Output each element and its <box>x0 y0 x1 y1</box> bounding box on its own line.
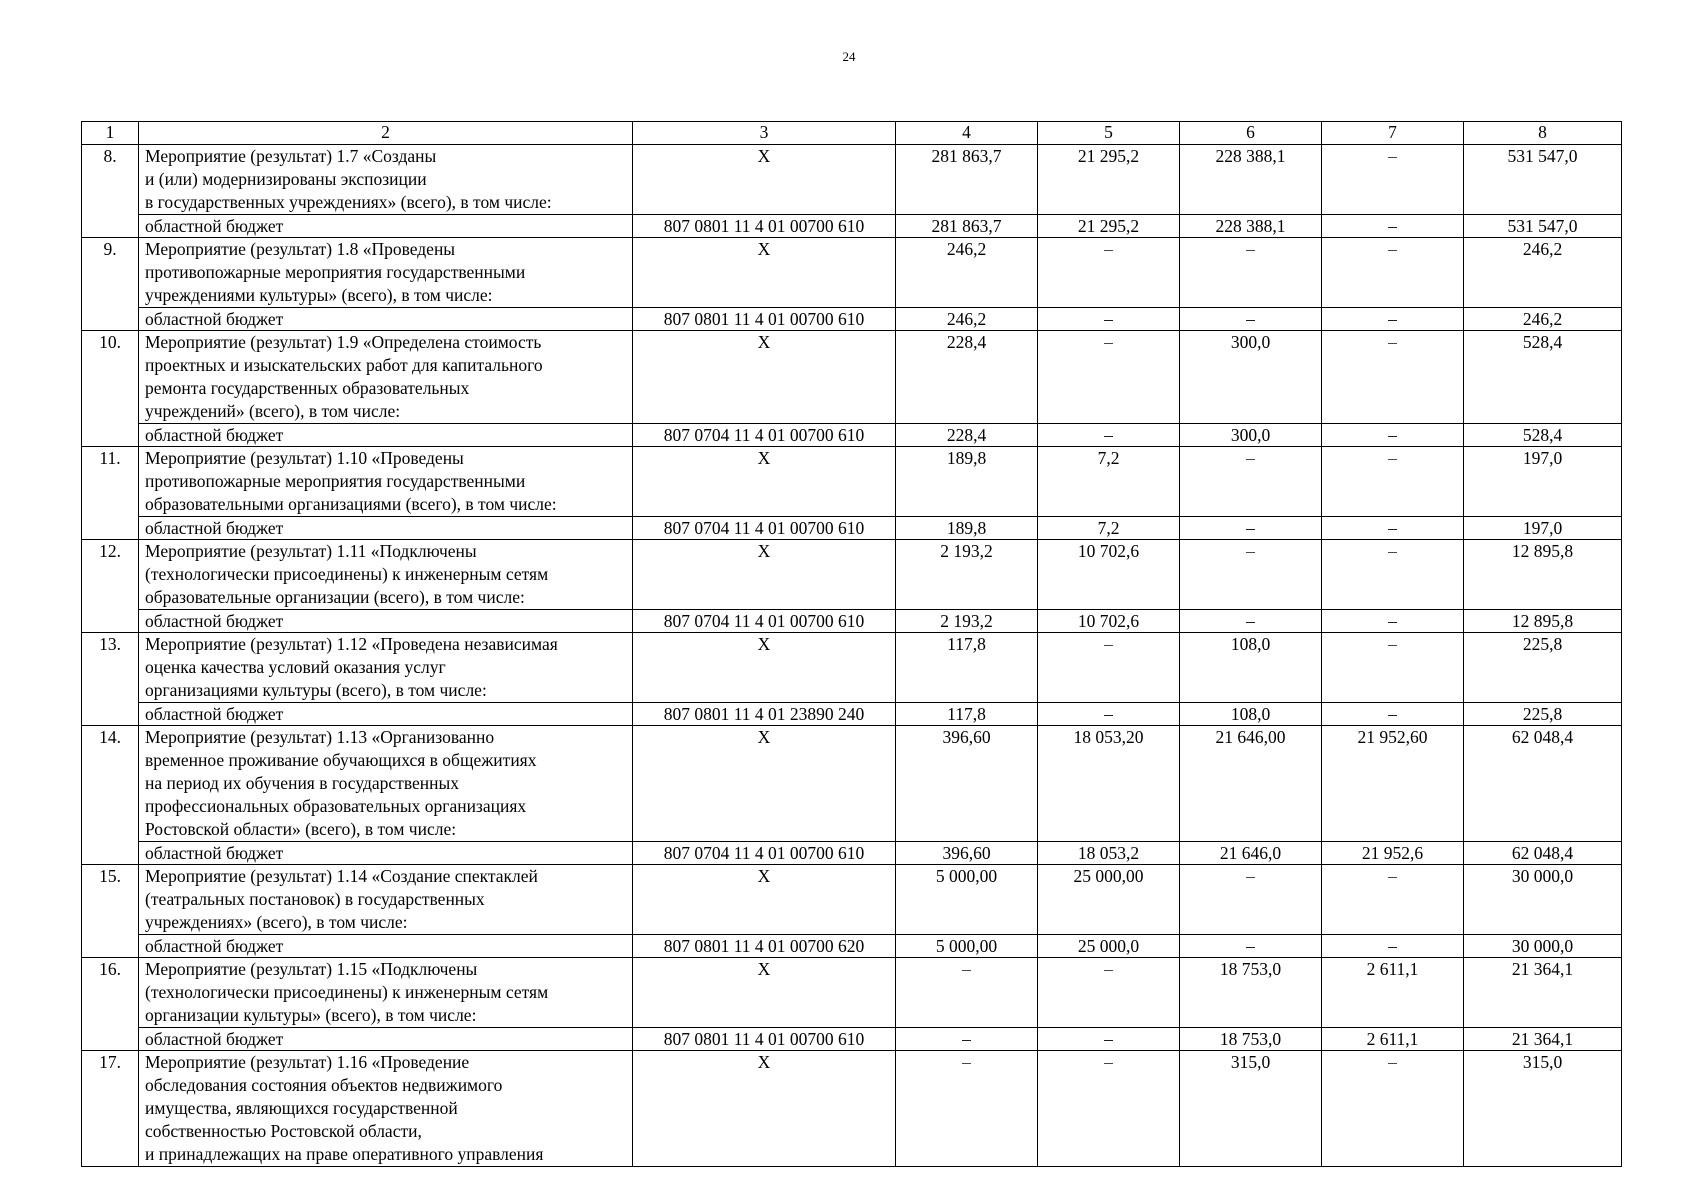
budget-code: 807 0801 11 4 01 23890 240 <box>633 703 896 726</box>
measure-name-line: Мероприятие (результат) 1.16 «Проведение <box>145 1052 470 1072</box>
measure-name-line: организациями культуры (всего), в том числе: <box>145 680 487 700</box>
amount-cell: – <box>1180 865 1322 935</box>
measure-name <box>139 145 633 215</box>
amount-cell: – <box>1038 424 1180 447</box>
measure-name-line: Мероприятие (результат) 1.13 «Организованно <box>145 727 495 747</box>
amount-cell: 18 053,20 <box>1038 726 1180 842</box>
amount-cell: – <box>1038 1051 1180 1167</box>
row-number: 15. <box>82 865 139 958</box>
row-number: 12. <box>82 540 139 633</box>
amount-cell: – <box>1180 447 1322 517</box>
column-header: 5 <box>1038 122 1180 145</box>
amount-cell: 189,8 <box>896 447 1038 517</box>
amount-cell: 228 388,1 <box>1180 145 1322 215</box>
budget-code: X <box>633 865 896 935</box>
table-row <box>82 1051 1622 1167</box>
amount-cell: – <box>1322 145 1464 215</box>
column-header: 8 <box>1464 122 1622 145</box>
amount-cell: – <box>1038 331 1180 424</box>
funding-source: областной бюджет <box>139 610 633 633</box>
amount-cell: – <box>1322 935 1464 958</box>
amount-cell: 246,2 <box>1464 308 1622 331</box>
amount-cell: 197,0 <box>1464 447 1622 517</box>
amount-cell: 21 952,60 <box>1322 726 1464 842</box>
table-row <box>82 633 1622 703</box>
budget-code: 807 0704 11 4 01 00700 610 <box>633 610 896 633</box>
budget-code: 807 0801 11 4 01 00700 610 <box>633 308 896 331</box>
measure-name-line: учреждениях» (всего), в том числе: <box>145 912 408 932</box>
amount-cell: – <box>1180 610 1322 633</box>
measure-name-line: Мероприятие (результат) 1.8 «Проведены <box>145 239 456 259</box>
budget-code: 807 0704 11 4 01 00700 610 <box>633 517 896 540</box>
table-subrow <box>82 215 1622 238</box>
budget-code: X <box>633 633 896 703</box>
funding-source: областной бюджет <box>139 517 633 540</box>
amount-cell: 281 863,7 <box>896 215 1038 238</box>
budget-code: X <box>633 238 896 308</box>
row-number: 11. <box>82 447 139 540</box>
column-header: 6 <box>1180 122 1322 145</box>
amount-cell: – <box>896 1051 1038 1167</box>
measure-name <box>139 447 633 517</box>
amount-cell: 225,8 <box>1464 633 1622 703</box>
amount-cell: 396,60 <box>896 842 1038 865</box>
amount-cell: 18 053,2 <box>1038 842 1180 865</box>
amount-cell: 281 863,7 <box>896 145 1038 215</box>
amount-cell: – <box>1322 865 1464 935</box>
amount-cell: 531 547,0 <box>1464 215 1622 238</box>
amount-cell: 117,8 <box>896 703 1038 726</box>
funding-source: областной бюджет <box>139 215 633 238</box>
amount-cell: 21 364,1 <box>1464 958 1622 1028</box>
amount-cell: 10 702,6 <box>1038 610 1180 633</box>
amount-cell: 315,0 <box>1180 1051 1322 1167</box>
measure-name-line: противопожарные мероприятия государственными <box>145 471 526 491</box>
measure-name-line: Мероприятие (результат) 1.12 «Проведена независимая <box>145 634 558 654</box>
measure-name-line: учреждениями культуры» (всего), в том числе: <box>145 285 493 305</box>
amount-cell: – <box>1038 703 1180 726</box>
amount-cell: 5 000,00 <box>896 935 1038 958</box>
measure-name-line: и принадлежащих на праве оперативного управления <box>145 1144 544 1164</box>
measure-name-line: противопожарные мероприятия государственными <box>145 262 526 282</box>
amount-cell: 108,0 <box>1180 703 1322 726</box>
amount-cell: 62 048,4 <box>1464 726 1622 842</box>
amount-cell: – <box>1038 238 1180 308</box>
measure-name <box>139 865 633 935</box>
amount-cell: – <box>1038 958 1180 1028</box>
table-row <box>82 865 1622 935</box>
measure-name-line: и (или) модернизированы экспозиции <box>145 169 427 189</box>
table-subrow <box>82 703 1622 726</box>
budget-code: X <box>633 958 896 1028</box>
table-row <box>82 726 1622 842</box>
amount-cell: – <box>1322 1051 1464 1167</box>
amount-cell: 189,8 <box>896 517 1038 540</box>
amount-cell: 117,8 <box>896 633 1038 703</box>
budget-code: X <box>633 540 896 610</box>
measure-name-line: Мероприятие (результат) 1.11 «Подключены <box>145 541 477 561</box>
amount-cell: – <box>896 958 1038 1028</box>
amount-cell: 12 895,8 <box>1464 610 1622 633</box>
amount-cell: – <box>1322 238 1464 308</box>
amount-cell: – <box>1322 331 1464 424</box>
budget-table <box>81 121 1622 1167</box>
budget-code: X <box>633 1051 896 1167</box>
amount-cell: 25 000,0 <box>1038 935 1180 958</box>
page-number: 24 <box>842 49 856 64</box>
column-header: 4 <box>896 122 1038 145</box>
amount-cell: 528,4 <box>1464 424 1622 447</box>
column-header: 7 <box>1322 122 1464 145</box>
table-body <box>82 145 1622 1167</box>
amount-cell: – <box>896 1028 1038 1051</box>
amount-cell: 246,2 <box>896 238 1038 308</box>
amount-cell: 10 702,6 <box>1038 540 1180 610</box>
table-subrow <box>82 935 1622 958</box>
amount-cell: – <box>1322 633 1464 703</box>
measure-name-line: Мероприятие (результат) 1.9 «Определена стоимость <box>145 332 542 352</box>
amount-cell: 21 364,1 <box>1464 1028 1622 1051</box>
amount-cell: 2 611,1 <box>1322 1028 1464 1051</box>
measure-name-line: в государственных учреждениях» (всего), в том числе: <box>145 192 552 212</box>
funding-source: областной бюджет <box>139 1028 633 1051</box>
row-number: 17. <box>82 1051 139 1167</box>
measure-name-line: (технологически присоединены) к инженерным сетям <box>145 564 549 584</box>
row-number: 13. <box>82 633 139 726</box>
table-row <box>82 331 1622 424</box>
amount-cell: – <box>1322 703 1464 726</box>
amount-cell: – <box>1180 238 1322 308</box>
budget-code: 807 0801 11 4 01 00700 620 <box>633 935 896 958</box>
budget-code: X <box>633 145 896 215</box>
amount-cell: 228 388,1 <box>1180 215 1322 238</box>
amount-cell: – <box>1180 517 1322 540</box>
measure-name-line: профессиональных образовательных организациях <box>145 796 527 816</box>
budget-code: X <box>633 726 896 842</box>
amount-cell: 228,4 <box>896 331 1038 424</box>
measure-name-line: Ростовской области» (всего), в том числе: <box>145 819 457 839</box>
amount-cell: 21 952,6 <box>1322 842 1464 865</box>
measure-name <box>139 1051 633 1167</box>
amount-cell: 246,2 <box>896 308 1038 331</box>
measure-name <box>139 540 633 610</box>
amount-cell: 21 295,2 <box>1038 215 1180 238</box>
amount-cell: 18 753,0 <box>1180 958 1322 1028</box>
measure-name <box>139 726 633 842</box>
amount-cell: – <box>1038 1028 1180 1051</box>
amount-cell: – <box>1322 610 1464 633</box>
column-header: 1 <box>82 122 139 145</box>
amount-cell: 315,0 <box>1464 1051 1622 1167</box>
amount-cell: 2 193,2 <box>896 610 1038 633</box>
budget-code: X <box>633 331 896 424</box>
measure-name-line: образовательными организациями (всего), в том числе: <box>145 494 557 514</box>
measure-name-line: обследования состояния объектов недвижимого <box>145 1075 503 1095</box>
amount-cell: – <box>1180 935 1322 958</box>
row-number: 8. <box>82 145 139 238</box>
amount-cell: – <box>1038 308 1180 331</box>
amount-cell: 21 295,2 <box>1038 145 1180 215</box>
amount-cell: 62 048,4 <box>1464 842 1622 865</box>
amount-cell: 528,4 <box>1464 331 1622 424</box>
measure-name <box>139 958 633 1028</box>
measure-name-line: имущества, являющихся государственной <box>145 1098 458 1118</box>
amount-cell: – <box>1322 517 1464 540</box>
funding-source: областной бюджет <box>139 842 633 865</box>
column-header: 2 <box>139 122 633 145</box>
amount-cell: – <box>1322 308 1464 331</box>
measure-name-line: организации культуры» (всего), в том числе: <box>145 1005 477 1025</box>
row-number: 9. <box>82 238 139 331</box>
amount-cell: 5 000,00 <box>896 865 1038 935</box>
amount-cell: – <box>1180 540 1322 610</box>
table-subrow <box>82 424 1622 447</box>
measure-name-line: проектных и изыскательских работ для капитального <box>145 355 543 375</box>
amount-cell: 396,60 <box>896 726 1038 842</box>
amount-cell: 300,0 <box>1180 331 1322 424</box>
amount-cell: 246,2 <box>1464 238 1622 308</box>
amount-cell: 108,0 <box>1180 633 1322 703</box>
column-header: 3 <box>633 122 896 145</box>
measure-name-line: Мероприятие (результат) 1.15 «Подключены <box>145 959 478 979</box>
budget-code: 807 0704 11 4 01 00700 610 <box>633 424 896 447</box>
amount-cell: – <box>1322 447 1464 517</box>
measure-name-line: учреждений» (всего), в том числе: <box>145 401 401 421</box>
amount-cell: 30 000,0 <box>1464 865 1622 935</box>
amount-cell: 225,8 <box>1464 703 1622 726</box>
amount-cell: – <box>1322 424 1464 447</box>
amount-cell: 7,2 <box>1038 447 1180 517</box>
amount-cell: 300,0 <box>1180 424 1322 447</box>
amount-cell: – <box>1180 308 1322 331</box>
budget-code: X <box>633 447 896 517</box>
amount-cell: 2 193,2 <box>896 540 1038 610</box>
table-row <box>82 958 1622 1028</box>
measure-name-line: ремонта государственных образовательных <box>145 378 470 398</box>
amount-cell: 531 547,0 <box>1464 145 1622 215</box>
measure-name-line: Мероприятие (результат) 1.7 «Созданы <box>145 146 437 166</box>
measure-name-line: (технологически присоединены) к инженерным сетям <box>145 982 549 1002</box>
funding-source: областной бюджет <box>139 308 633 331</box>
table-subrow <box>82 842 1622 865</box>
table-subrow <box>82 308 1622 331</box>
table-subrow <box>82 1028 1622 1051</box>
row-number: 16. <box>82 958 139 1051</box>
measure-name-line: Мероприятие (результат) 1.10 «Проведены <box>145 448 464 468</box>
measure-name-line: Мероприятие (результат) 1.14 «Создание спектаклей <box>145 866 538 886</box>
amount-cell: – <box>1322 540 1464 610</box>
row-number: 10. <box>82 331 139 447</box>
amount-cell: 21 646,0 <box>1180 842 1322 865</box>
amount-cell: – <box>1038 633 1180 703</box>
budget-code: 807 0801 11 4 01 00700 610 <box>633 215 896 238</box>
measure-name <box>139 633 633 703</box>
measure-name-line: оценка качества условий оказания услуг <box>145 657 446 677</box>
table-subrow <box>82 517 1622 540</box>
measure-name <box>139 238 633 308</box>
amount-cell: – <box>1322 215 1464 238</box>
amount-cell: 30 000,0 <box>1464 935 1622 958</box>
funding-source: областной бюджет <box>139 703 633 726</box>
funding-source: областной бюджет <box>139 935 633 958</box>
amount-cell: 2 611,1 <box>1322 958 1464 1028</box>
row-number: 14. <box>82 726 139 865</box>
funding-source: областной бюджет <box>139 424 633 447</box>
table-row <box>82 145 1622 215</box>
measure-name-line: временное проживание обучающихся в общежитиях <box>145 750 537 770</box>
measure-name-line: на период их обучения в государственных <box>145 773 459 793</box>
table-row <box>82 447 1622 517</box>
header-row <box>82 122 1622 145</box>
budget-code: 807 0704 11 4 01 00700 610 <box>633 842 896 865</box>
amount-cell: 12 895,8 <box>1464 540 1622 610</box>
amount-cell: 197,0 <box>1464 517 1622 540</box>
measure-name-line: (театральных постановок) в государственных <box>145 889 485 909</box>
table-row <box>82 540 1622 610</box>
table-subrow <box>82 610 1622 633</box>
measure-name <box>139 331 633 424</box>
amount-cell: 21 646,00 <box>1180 726 1322 842</box>
amount-cell: 18 753,0 <box>1180 1028 1322 1051</box>
amount-cell: 228,4 <box>896 424 1038 447</box>
budget-code: 807 0801 11 4 01 00700 610 <box>633 1028 896 1051</box>
amount-cell: 25 000,00 <box>1038 865 1180 935</box>
table-row <box>82 238 1622 308</box>
amount-cell: 7,2 <box>1038 517 1180 540</box>
measure-name-line: собственностью Ростовской области, <box>145 1121 422 1141</box>
measure-name-line: образовательные организации (всего), в том числе: <box>145 587 525 607</box>
